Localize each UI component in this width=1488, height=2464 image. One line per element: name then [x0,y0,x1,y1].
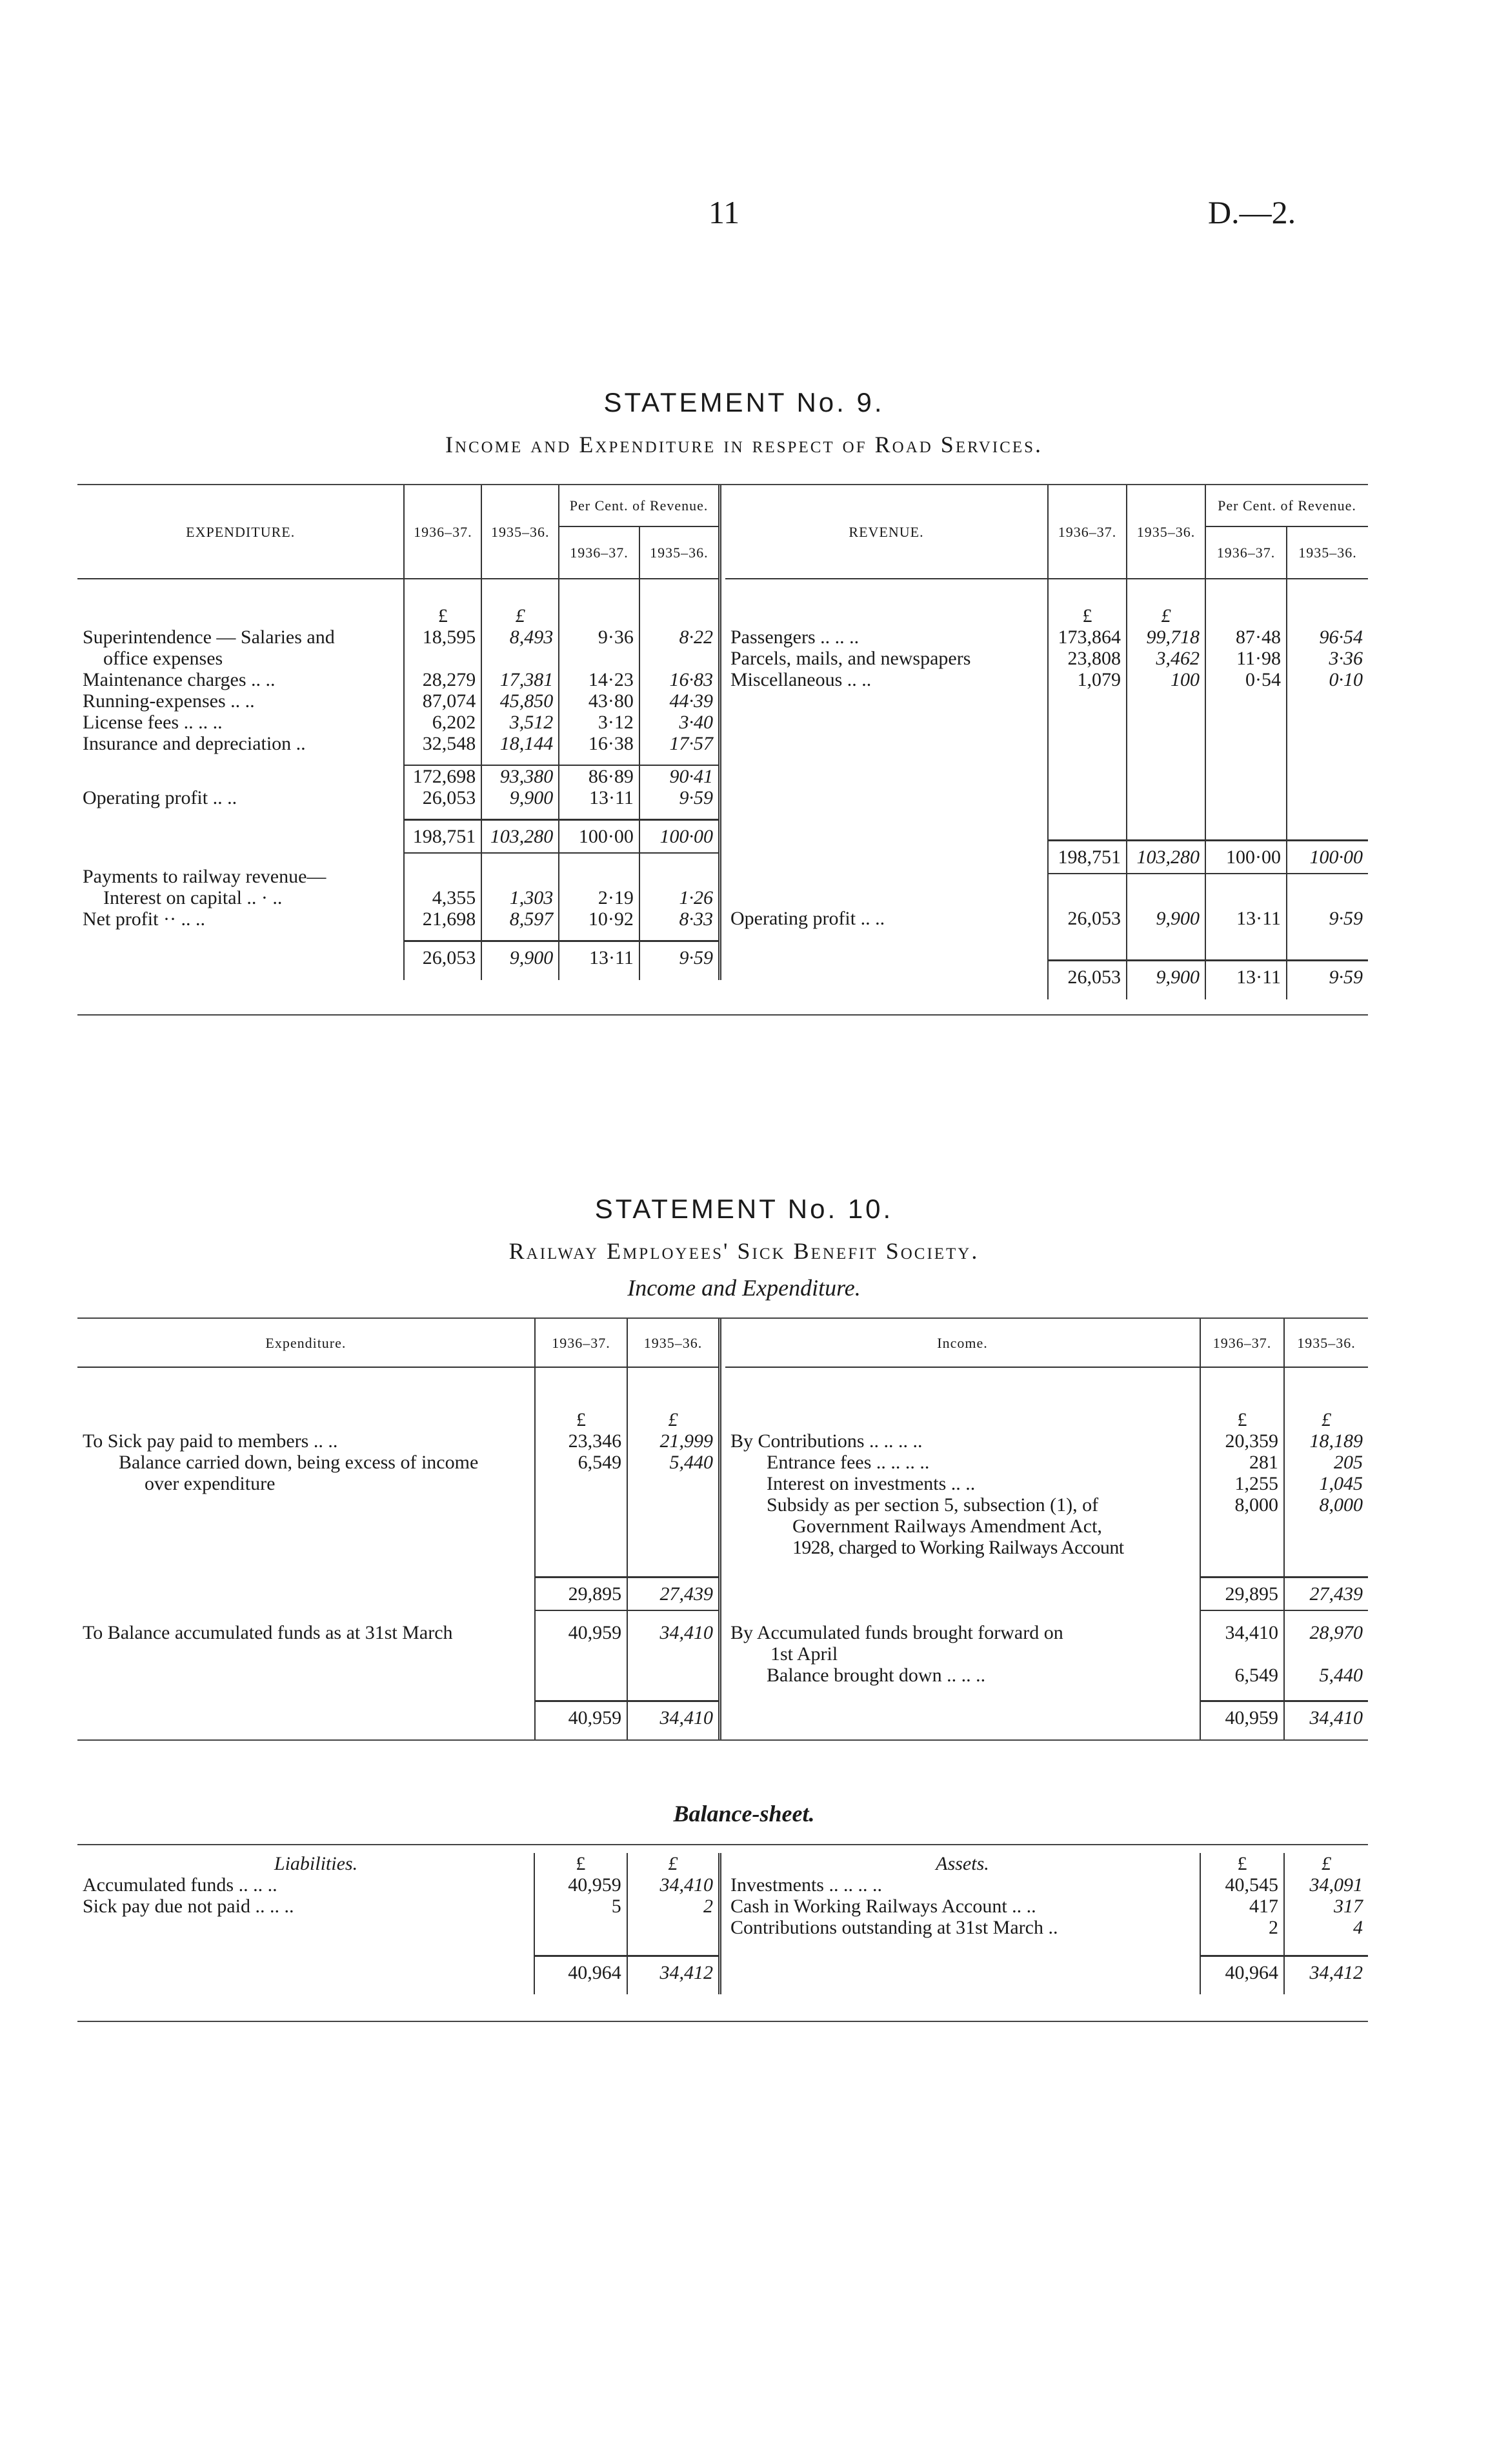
value-1935: 34,091 [1309,1874,1363,1896]
row-label-cont: office expenses [77,648,404,669]
value-1936: 34,410 [1200,1622,1284,1643]
value-1936: 87,074 [404,690,481,712]
value-1936: 40,959 [535,1701,627,1740]
value-1936: 23,346 [535,1430,627,1452]
row-label: Investments .. .. .. .. [725,1874,1200,1896]
operating-profit-row [725,908,1368,929]
value-1936: 26,053 [1048,961,1127,999]
currency-symbol: £ [1200,1409,1284,1430]
table-row [725,1622,1368,1643]
pct-1936: 87·48 [1205,626,1287,648]
statement-9-revenue-table [725,485,1368,999]
value-1936: 21,698 [404,908,481,930]
liabilities-heading: Liabilities. [77,1853,534,1874]
value-1935: 34,412 [1284,1956,1368,1994]
value-1935: 205 [1334,1452,1363,1473]
table-row [725,1494,1368,1516]
pct-1935: 8·22 [639,626,720,648]
pct-1935: 9·59 [1329,907,1363,929]
value-1936: 40,964 [534,1956,627,1994]
col-head-pct-1935: 1935–36. [1287,526,1368,579]
value-1935: 34,410 [627,1701,719,1740]
table-row [77,690,720,712]
row-label: Parcels, mails, and newspapers [725,648,1048,669]
pct-1935: 3·36 [1329,648,1363,669]
row-label-cont: over expenditure [77,1473,535,1494]
pct-1936: 100·00 [559,820,639,854]
assets-heading: Assets. [725,1853,1200,1874]
pct-1935: 1·26 [639,887,720,908]
value-1936: 29,895 [535,1577,627,1610]
col-head-percent: Per Cent. of Revenue. [559,485,719,526]
balance-sheet-caption: Balance-sheet. [673,1801,815,1827]
pct-1936: 9·36 [559,626,639,648]
total-row [725,1577,1368,1610]
row-label: By Contributions .. .. .. .. [725,1430,1200,1452]
pct-1936: 11·98 [1205,648,1287,669]
statement-10-expenditure-table [77,1319,721,1740]
table-row [77,1452,720,1473]
col-head-1935: 1935–36. [1284,1319,1368,1367]
value-1935: 18,144 [481,733,559,754]
value-1935: 34,410 [627,1622,719,1643]
row-label: Interest on capital .. · .. [77,887,404,908]
table-row [725,1665,1368,1686]
row-label: Contributions outstanding at 31st March .. [725,1917,1200,1938]
row-label: Running-expenses .. .. [77,690,404,712]
col-head-1936: 1936–37. [535,1319,627,1367]
value-1935: 8,000 [1319,1494,1363,1516]
value-1935: 8,493 [481,626,559,648]
col-head-pct-1936: 1936–37. [1205,526,1287,579]
row-label-cont: Government Railways Amendment Act, [725,1516,1200,1537]
pct-1936: 13·11 [1205,961,1287,999]
col-head-1936: 1936–37. [1200,1319,1284,1367]
income-expenditure-caption: Income and Expenditure. [627,1275,861,1301]
value-1936: 32,548 [404,733,481,754]
value-1936: 6,549 [1200,1665,1284,1686]
value-1936: 26,053 [404,941,481,980]
statement-9-subtitle: Income and Expenditure in respect of Road Services. [445,432,1043,457]
total-row [77,941,720,980]
col-head-revenue: REVENUE. [725,485,1048,579]
table-row [725,1452,1368,1473]
value-1936: 1,079 [1048,669,1127,690]
value-1935: 103,280 [481,820,559,854]
value-1935: 34,410 [627,1874,720,1896]
top-rule [77,1844,1368,1845]
total-row [77,1956,720,1994]
assets-table [725,1853,1368,1994]
currency-symbol: £ [1048,605,1127,626]
value-1935: 4 [1353,1917,1363,1938]
currency-symbol: £ [627,1853,720,1874]
pct-1936: 13·11 [559,787,639,808]
value-1936: 23,808 [1048,648,1127,669]
table-row [77,1896,720,1917]
value-1935: 5,440 [1319,1664,1363,1686]
statement-10-subtitle: Railway Employees' Sick Benefit Society. [508,1238,980,1264]
currency-symbol: £ [404,605,481,626]
table-row [77,1430,720,1452]
value-1936: 8,000 [1200,1494,1284,1516]
table-row [77,712,720,733]
value-1935: 34,412 [627,1956,720,1994]
value-1936: 40,545 [1200,1874,1284,1896]
row-label: Operating profit .. .. [725,908,1048,929]
col-head-expenditure: EXPENDITURE. [77,485,404,579]
pct-1936: 13·11 [1205,908,1287,929]
currency-symbol: £ [1200,1853,1284,1874]
total-row [725,1701,1368,1740]
value-1935: 17,381 [481,669,559,690]
pct-1935: 0·10 [1329,669,1363,690]
value-1935: 27,439 [1284,1577,1368,1610]
value-1935: 103,280 [1127,840,1205,874]
table-row [77,908,720,930]
total-row [77,1577,720,1610]
pct-1935: 44·39 [639,690,720,712]
row-label: Net profit ·· .. .. [77,908,404,930]
row-label: Entrance fees .. .. .. .. [725,1452,1200,1473]
pct-1936: 43·80 [559,690,639,712]
value-1935: 93,380 [481,765,559,787]
value-1935: 1,303 [481,887,559,908]
value-1936: 172,698 [404,765,481,787]
pct-1935: 9·59 [639,941,720,980]
value-1936: 198,751 [1048,840,1127,874]
table-row [725,648,1368,669]
value-1936: 40,959 [535,1622,627,1643]
table-row [77,733,720,754]
row-label-cont: 1st April [725,1643,1200,1665]
row-label: Miscellaneous .. .. [725,669,1048,690]
total-row [725,1956,1368,1994]
pct-1936: 2·19 [559,887,639,908]
table-row [725,1896,1368,1917]
pct-1936: 0·54 [1205,669,1287,690]
table-row [77,887,720,908]
pct-1936: 16·38 [559,733,639,754]
value-1936: 281 [1200,1452,1284,1473]
col-head-pct-1935: 1935–36. [639,526,720,579]
table-row [725,669,1368,690]
value-1936: 28,279 [404,669,481,690]
currency-symbol: £ [1322,1853,1331,1874]
pct-1935: 96·54 [1319,626,1363,648]
currency-symbol: £ [1322,1409,1331,1430]
table-row [725,1874,1368,1896]
col-head-1935: 1935–36. [481,485,559,579]
total-row [77,1701,720,1740]
row-label: Balance carried down, being excess of income [77,1452,535,1473]
value-1936: 40,959 [534,1874,627,1896]
row-label: By Accumulated funds brought forward on [725,1622,1200,1643]
value-1936: 6,549 [535,1452,627,1473]
pct-1935: 17·57 [639,733,720,754]
statement-10-title: STATEMENT No. 10. [594,1194,894,1224]
pct-1935: 90·41 [639,765,720,787]
pct-1935: 9·59 [639,787,720,808]
pct-1935: 100·00 [639,820,720,854]
value-1935: 1,045 [1319,1473,1363,1494]
col-head-percent: Per Cent. of Revenue. [1205,485,1368,526]
value-1935: 34,410 [1284,1701,1368,1740]
value-1936: 417 [1200,1896,1284,1917]
value-1936: 26,053 [404,787,481,808]
pct-1936: 13·11 [559,941,639,980]
row-label: Sick pay due not paid .. .. .. [77,1896,534,1917]
total-row [77,820,720,854]
statement-9-expenditure-table [77,485,721,980]
value-1936: 4,355 [404,887,481,908]
value-1936: 40,964 [1200,1956,1284,1994]
row-label: License fees .. .. .. [77,712,404,733]
currency-symbol: £ [481,605,559,626]
row-label: Subsidy as per section 5, subsection (1), of [725,1494,1200,1516]
table-row [77,669,720,690]
operating-profit-row [77,787,720,808]
value-1936: 18,595 [404,626,481,648]
currency-symbol: £ [535,1409,627,1430]
row-label-cont: 1928, charged to Working Railways Account [725,1537,1200,1558]
value-1935: 3,512 [481,712,559,733]
subtotal-row [77,765,720,787]
table-row [77,626,720,648]
row-label: Balance brought down .. .. .. [725,1665,1200,1686]
statement-10-income-table [725,1319,1368,1740]
value-1935: 100 [1127,669,1205,690]
table-row [77,1622,720,1643]
value-1936: 1,255 [1200,1473,1284,1494]
value-1936: 198,751 [404,820,481,854]
document-code: D.—2. [1208,194,1296,230]
col-head-1936: 1936–37. [404,485,481,579]
value-1936: 40,959 [1200,1701,1284,1740]
row-label: Passengers .. .. .. [725,626,1048,648]
value-1936: 173,864 [1048,626,1127,648]
payments-heading: Payments to railway revenue— [77,866,404,887]
value-1936: 29,895 [1200,1577,1284,1610]
value-1936: 26,053 [1048,908,1127,929]
value-1935: 9,900 [481,941,559,980]
page-number: 11 [709,194,740,230]
pct-1936: 14·23 [559,669,639,690]
value-1936: 20,359 [1200,1430,1284,1452]
bottom-rule [77,2021,1368,2022]
col-head-1935: 1935–36. [627,1319,719,1367]
col-head-expenditure: Expenditure. [77,1319,535,1367]
row-label: Maintenance charges .. .. [77,669,404,690]
value-1935: 5,440 [627,1452,719,1473]
value-1935: 317 [1334,1896,1363,1917]
table-row [77,1874,720,1896]
currency-symbol: £ [534,1853,627,1874]
statement-9-title: STATEMENT No. 9. [603,387,885,417]
pct-1936: 100·00 [1205,840,1287,874]
pct-1936: 3·12 [559,712,639,733]
row-label: Insurance and depreciation .. [77,733,404,754]
value-1935: 8,597 [481,908,559,930]
total-row [725,840,1368,874]
pct-1935: 3·40 [639,712,720,733]
bottom-rule [77,1739,1368,1741]
value-1936: 6,202 [404,712,481,733]
value-1935: 21,999 [627,1430,719,1452]
row-label: Cash in Working Railways Account .. .. [725,1896,1200,1917]
table-row [725,1473,1368,1494]
value-1935: 45,850 [481,690,559,712]
pct-1936: 86·89 [559,765,639,787]
total-row [725,961,1368,999]
table-row [725,1917,1368,1938]
value-1935: 3,462 [1127,648,1205,669]
value-1935: 18,189 [1309,1430,1363,1452]
table-row [725,1430,1368,1452]
bottom-rule [77,1014,1368,1016]
value-1936: 5 [534,1896,627,1917]
value-1935: 28,970 [1309,1621,1363,1643]
col-head-1935: 1935–36. [1127,485,1205,579]
row-label: To Balance accumulated funds as at 31st March [77,1622,535,1643]
value-1935: 99,718 [1127,626,1205,648]
pct-1935: 16·83 [639,669,720,690]
table-row [725,626,1368,648]
value-1935: 2 [627,1896,720,1917]
pct-1935: 8·33 [639,908,720,930]
value-1935: 9,900 [481,787,559,808]
value-1935: 9,900 [1127,908,1205,929]
value-1936: 2 [1200,1917,1284,1938]
row-label: Accumulated funds .. .. .. [77,1874,534,1896]
row-label: Operating profit .. .. [77,787,404,808]
pct-1935: 9·59 [1287,961,1368,999]
pct-1936: 10·92 [559,908,639,930]
row-label: To Sick pay paid to members .. .. [77,1430,535,1452]
col-head-pct-1936: 1936–37. [559,526,639,579]
col-head-1936: 1936–37. [1048,485,1127,579]
currency-symbol: £ [1127,605,1205,626]
pct-1935: 100·00 [1287,840,1368,874]
col-head-income: Income. [725,1319,1200,1367]
currency-symbol: £ [627,1409,719,1430]
value-1935: 9,900 [1127,961,1205,999]
row-label: Superintendence — Salaries and [77,626,404,648]
row-label: Interest on investments .. .. [725,1473,1200,1494]
value-1935: 27,439 [627,1577,719,1610]
liabilities-table [77,1853,721,1994]
